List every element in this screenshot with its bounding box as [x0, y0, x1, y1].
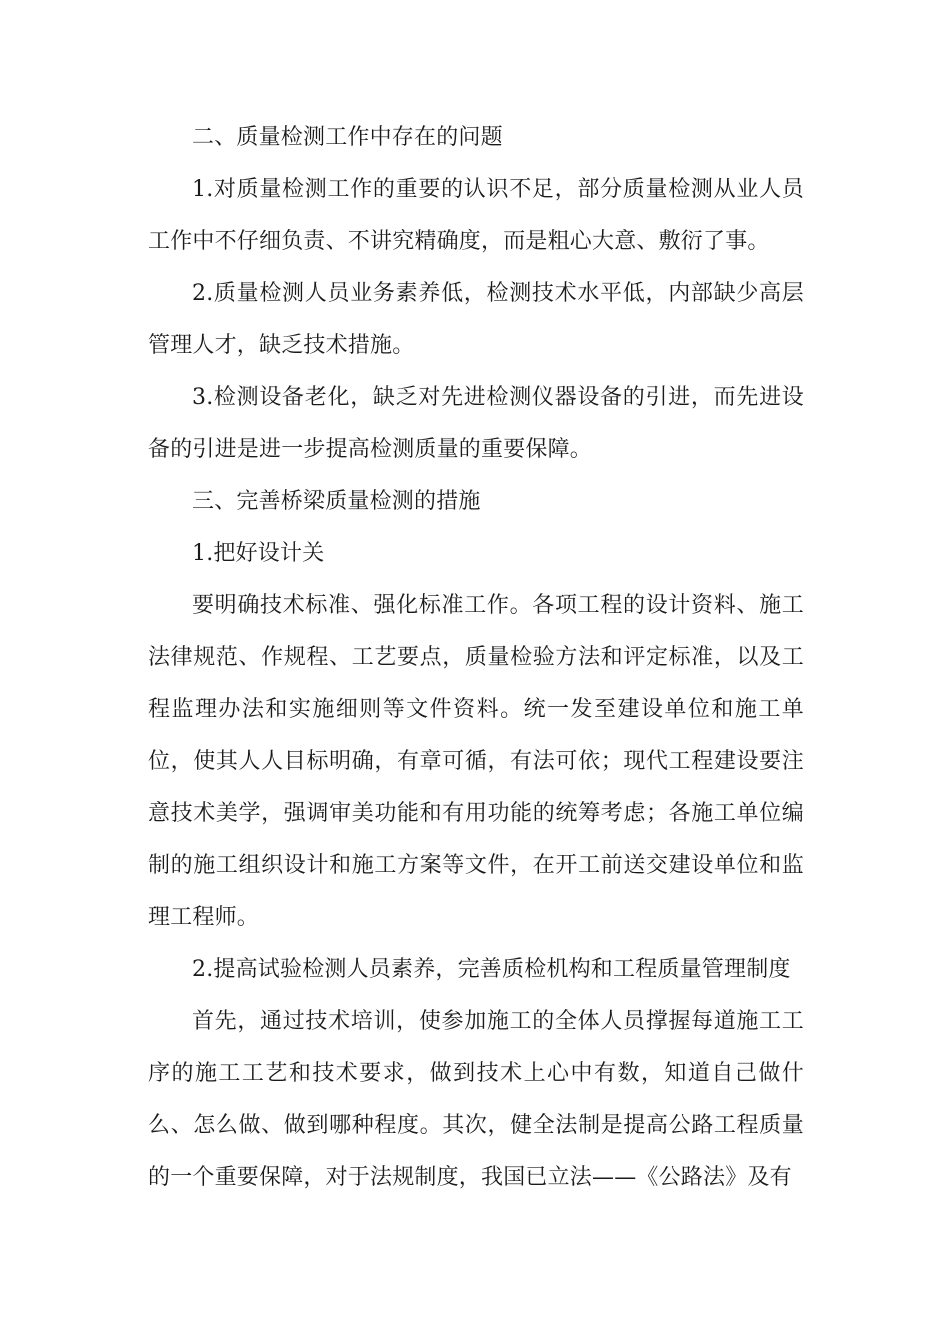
section-heading-problems: 二、质量检测工作中存在的问题 — [192, 125, 503, 150]
design-paragraph: 要明确技术标准、强化标准工作。各项工程的设计资料、施工法律规范、作规程、工艺要点，质量检验方法和评定标准，以及工程监理办法和实施细则等文件资料。统一发至建设单位和施工单位，使其人人目标明确，有章可循，有法可依；现代工程建设要注意技术美学，强调审美功能和有用功能的统筹考虑；各施工单位编制的施工组织设计和施工方案等文件，在开工前送交建设单位和监理工程师。 — [148, 593, 804, 930]
subsection-heading-personnel: 2.提高试验检测人员素养，完善质检机构和工程质量管理制度 — [192, 957, 791, 982]
problem-item-1: 1.对质量检测工作的重要的认识不足，部分质量检测从业人员工作中不仔细负责、不讲究精确度，而是粗心大意、敷衍了事。 — [148, 177, 804, 254]
problem-item-3: 3.检测设备老化，缺乏对先进检测仪器设备的引进，而先进设备的引进是进一步提高检测质量的重要保障。 — [148, 385, 804, 462]
section-heading-measures: 三、完善桥梁质量检测的措施 — [192, 489, 481, 514]
document-body — [148, 112, 804, 1204]
subsection-heading-design: 1.把好设计关 — [192, 541, 325, 566]
problem-item-2: 2.质量检测人员业务素养低，检测技术水平低，内部缺少高层管理人才，缺乏技术措施。 — [148, 281, 804, 358]
personnel-paragraph: 首先，通过技术培训，使参加施工的全体人员撑握每道施工工序的施工工艺和技术要求，做到技术上心中有数，知道自己做什么、怎么做、做到哪种程度。其次，健全法制是提高公路工程质量的一个重要保障，对于法规制度，我国已立法——《公路法》及有 — [148, 1009, 804, 1190]
